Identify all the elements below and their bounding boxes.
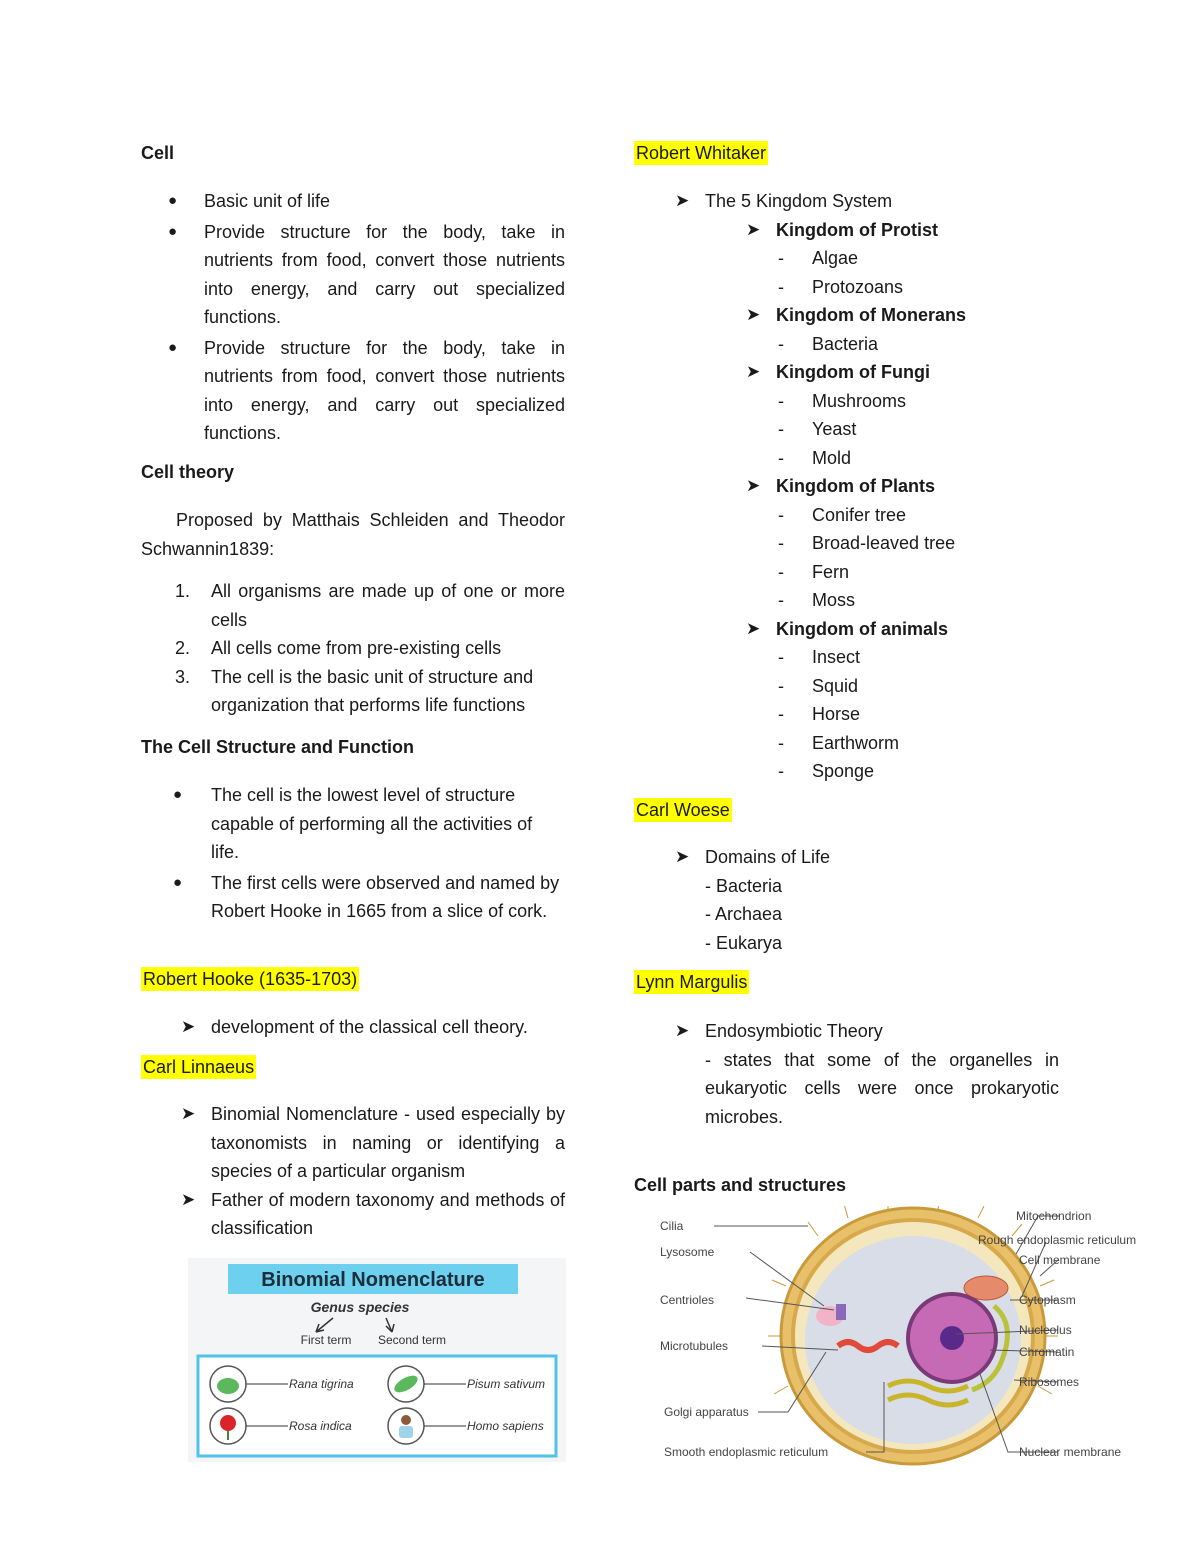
kingdom-member: - Mold [812, 444, 1135, 473]
arrow-bullet-icon: ➤ [746, 219, 761, 239]
margulis-heading: Lynn Margulis [636, 972, 748, 992]
dash-bullet-icon: - [778, 732, 784, 753]
woese-heading: Carl Woese [636, 800, 730, 820]
dash-bullet-icon: - [778, 533, 784, 553]
list-item: ● Provide structure for the body, take in nutrients from food, convert those nutrients into energy, and carry out specialized functions. [204, 218, 565, 332]
arrow-bullet-icon: ➤ [181, 1104, 196, 1123]
arrow-bullet-icon: ➤ [746, 305, 761, 324]
label-chromatin: Chromatin [1019, 1345, 1075, 1359]
cell-heading: Cell [141, 143, 175, 163]
bullet-dot-icon: ● [173, 873, 183, 891]
woese-list [675, 843, 1135, 957]
kingdom-member: - Insect [812, 643, 1135, 672]
bullet-dot-icon: ● [168, 338, 178, 356]
list-item: 2. All cells come from pre-existing cells [175, 638, 502, 658]
dash-bullet-icon: - [778, 647, 784, 667]
example-label: Rosa indica [289, 1419, 352, 1433]
kingdom-member: - Bacteria [812, 330, 1135, 359]
kingdom-member: - Protozoans [812, 273, 1135, 302]
label-mitochondrion: Mitochondrion [1016, 1209, 1092, 1223]
arrow-bullet-icon: ➤ [675, 847, 690, 866]
examples-box [198, 1356, 556, 1456]
binomial-nomenclature-figure [188, 1258, 566, 1462]
kingdom-member: - Yeast [812, 415, 1135, 444]
whitaker-heading: Robert Whitaker [636, 143, 767, 163]
hooke-heading: Robert Hooke (1635-1703) [143, 969, 358, 989]
bullet-dot-icon: ● [168, 192, 178, 209]
kingdom-item: ➤ Kingdom of Protist [776, 216, 1135, 245]
figure-title: Binomial Nomenclature [261, 1269, 485, 1291]
arrow-bullet-icon: ➤ [675, 191, 690, 210]
list-item: ➤ Binomial Nomenclature - used especially by taxonomists in naming or identifying a species of a particular organism [211, 1100, 565, 1186]
dash-bullet-icon: - [778, 248, 784, 268]
cell-bullet-list [168, 187, 565, 448]
first-term-label: First term [300, 1333, 352, 1347]
bullet-dot-icon: ● [173, 786, 183, 803]
dash-bullet-icon: - [778, 504, 784, 525]
cell-theory-list [175, 577, 565, 720]
cell-parts-heading: Cell parts and structures [634, 1175, 847, 1195]
dash-bullet-icon: - [778, 761, 784, 781]
list-item: ● Basic unit of life [204, 187, 565, 216]
label-ribosomes: Ribosomes [1019, 1375, 1080, 1389]
hooke-list [181, 1013, 565, 1042]
kingdom-member: - Broad-leaved tree [812, 529, 1135, 558]
dash-bullet-icon: - [778, 704, 784, 724]
list-item: - Archaea [705, 904, 783, 924]
list-item: ● The cell is the lowest level of structure capable of performing all the activities of life. [211, 781, 565, 867]
label-cilia: Cilia [660, 1219, 684, 1233]
label-nucleolus: Nucleolus [1019, 1323, 1072, 1337]
label-centrioles: Centrioles [660, 1293, 715, 1307]
arrow-bullet-icon: ➤ [746, 362, 761, 381]
kingdom-member: - Mushrooms [812, 387, 1135, 416]
arrow-bullet-icon: ➤ [675, 1021, 690, 1040]
label-rough-er: Rough endoplasmic reticulum [978, 1233, 1137, 1247]
kingdom-member: - Algae [812, 244, 1135, 273]
kingdom-list [746, 216, 1135, 786]
dash-bullet-icon: - [778, 447, 784, 468]
kingdom-item: ➤ Kingdom of animals [776, 615, 1135, 644]
whitaker-list [675, 187, 1135, 786]
margulis-list [675, 1017, 1059, 1131]
example-label: Homo sapiens [467, 1419, 544, 1433]
kingdom-item: ➤ Kingdom of Monerans [776, 301, 1135, 330]
arrow-bullet-icon: ➤ [181, 1017, 196, 1036]
dash-bullet-icon: - [778, 390, 784, 411]
list-item: - Eukarya [705, 932, 783, 953]
linnaeus-heading: Carl Linnaeus [143, 1057, 255, 1077]
label-nuclear-membrane: Nuclear membrane [1019, 1445, 1122, 1459]
bullet-dot-icon: ● [168, 222, 178, 240]
cell-theory-heading: Cell theory [141, 462, 235, 482]
kingdom-member: - Earthworm [812, 729, 1135, 758]
kingdom-item: ➤ Kingdom of Plants [776, 472, 1135, 501]
example-label: Pisum sativum [467, 1377, 546, 1391]
linnaeus-list [181, 1100, 565, 1243]
label-microtubules: Microtubules [660, 1339, 729, 1353]
kingdom-member: - Squid [812, 672, 1135, 701]
kingdom-member: - Horse [812, 700, 1135, 729]
label-cytoplasm: Cytoplasm [1019, 1293, 1076, 1307]
list-item: 3. The cell is the basic unit of structure and organization that performs life functions [175, 666, 534, 715]
list-item: ● The first cells were observed and named by Robert Hooke in 1665 from a slice of cork. [211, 869, 565, 926]
list-item: ➤ The 5 Kingdom System [705, 187, 1135, 216]
dash-bullet-icon: - [778, 276, 784, 297]
dash-bullet-icon: - [778, 675, 784, 696]
dash-bullet-icon: - [778, 419, 784, 439]
structure-heading: The Cell Structure and Function [141, 737, 415, 757]
list-item: - states that some of the organelles in eukaryotic cells were once prokaryotic microbes. [705, 1049, 1059, 1127]
label-cell-membrane: Cell membrane [1019, 1253, 1101, 1267]
example-label: Rana tigrina [289, 1377, 354, 1391]
list-item: ➤ development of the classical cell theory. [211, 1013, 565, 1042]
second-term-label: Second term [377, 1333, 447, 1347]
animal-cell-diagram [658, 1206, 1154, 1470]
list-item: ➤ Domains of Life [705, 843, 1135, 872]
kingdom-member: - Conifer tree [812, 501, 1135, 530]
genus-species-label: Genus species [310, 1299, 410, 1315]
list-item: ● Provide structure for the body, take in nutrients from food, convert those nutrients into energy, and carry out specialized functions. [204, 334, 565, 448]
centriole-icon [836, 1304, 846, 1320]
cell-theory-intro: Proposed by Matthais Schleiden and Theodor Schwannin1839: [141, 510, 565, 559]
dash-bullet-icon: - [778, 561, 784, 582]
list-item: 1. All organisms are made up of one or more cells [175, 581, 565, 630]
label-smooth-er: Smooth endoplasmic reticulum [664, 1445, 829, 1459]
list-item: ➤ Endosymbiotic Theory [705, 1017, 1059, 1046]
dash-bullet-icon: - [778, 333, 784, 354]
kingdom-member: - Moss [812, 586, 1135, 615]
structure-bullet-list [173, 781, 565, 926]
list-item: - Bacteria [705, 875, 783, 896]
nucleolus-icon [940, 1326, 964, 1350]
kingdom-member: - Sponge [812, 757, 1135, 786]
kingdom-item: ➤ Kingdom of Fungi [776, 358, 1135, 387]
label-lysosome: Lysosome [660, 1245, 715, 1259]
arrow-bullet-icon: ➤ [746, 618, 761, 638]
label-golgi: Golgi apparatus [664, 1405, 749, 1419]
kingdom-member: - Fern [812, 558, 1135, 587]
dash-bullet-icon: - [778, 590, 784, 610]
list-item: ➤ Father of modern taxonomy and methods of classification [211, 1186, 565, 1243]
arrow-bullet-icon: ➤ [181, 1189, 196, 1209]
arrow-bullet-icon: ➤ [746, 476, 761, 495]
